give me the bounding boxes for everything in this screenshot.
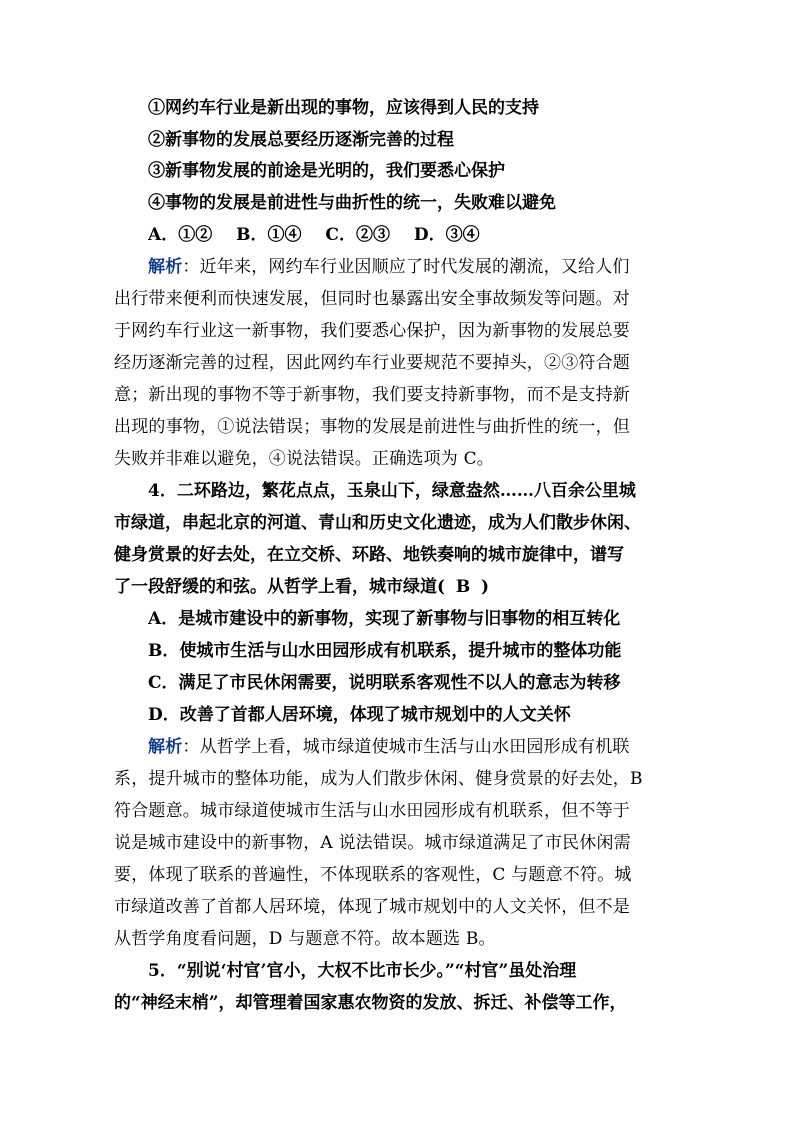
q3-item-4: ④事物的发展是前进性与曲折性的统一，失败难以避免 xyxy=(148,193,556,213)
q4-analysis-line-5: 要，体现了联系的普遍性，不体现联系的客观性，C 与题意不符。城 xyxy=(114,865,632,885)
q4-option-a: A．是城市建设中的新事物，实现了新事物与旧事物的相互转化 xyxy=(148,609,621,629)
q3-analysis-line-2: 出行带来便利而快速发展，但同时也暴露出安全事故频发等问题。对 xyxy=(114,289,630,309)
q4-stem-line-1: 4．二环路边，繁花点点，玉泉山下，绿意盎然……八百余公里城 xyxy=(148,481,636,501)
q3-analysis-line-3: 于网约车行业这一新事物，我们要悉心保护，因为新事物的发展总要 xyxy=(114,321,630,341)
q3-item-1: ①网约车行业是新出现的事物，应该得到人民的支持 xyxy=(148,98,539,118)
q4-stem-line-2: 市绿道，串起北京的河道、青山和历史文化遗迹，成为人们散步休闲、 xyxy=(114,513,641,533)
q3-analysis-line-1: 解析：近年来，网约车行业因顺应了时代发展的潮流，又给人们 xyxy=(148,257,630,277)
q3-analysis-line-7: 失败并非难以避免，④说法错误。正确选项为 C。 xyxy=(114,449,495,469)
q3-analysis-line-5: 意；新出现的事物不等于新事物，我们要支持新事物，而不是支持新 xyxy=(114,385,630,405)
q4-analysis-line-7: 从哲学角度看问题，D 与题意不符。故本题选 B。 xyxy=(114,929,496,949)
q3-choice-b: B．①④ xyxy=(236,225,302,245)
q4-option-b: B．使城市生活与山水田园形成有机联系，提升城市的整体功能 xyxy=(148,641,622,661)
q3-choices xyxy=(148,223,694,247)
q4-analysis-line-2: 系，提升城市的整体功能，成为人们散步休闲、健身赏景的好去处，B xyxy=(114,769,643,789)
q4-analysis-line-6: 市绿道改善了首都人居环境，体现了城市规划中的人文关怀，但不是 xyxy=(114,897,630,917)
q3-choice-a: A．①② xyxy=(148,225,213,245)
q3-analysis-label: 解析 xyxy=(148,257,183,277)
q3-analysis-line-6: 出现的事物，①说法错误；事物的发展是前进性与曲折性的统一，但 xyxy=(114,417,630,437)
q4-analysis-line-4: 说是城市建设中的新事物，A 说法错误。城市绿道满足了市民休闲需 xyxy=(114,833,631,853)
q4-answer: B xyxy=(455,577,471,597)
q4-option-c: C．满足了市民休闲需要，说明联系客观性不以人的意志为转移 xyxy=(148,673,621,693)
q3-item-2: ②新事物的发展总要经历逐渐完善的过程 xyxy=(148,130,454,150)
q4-stem-line-3: 健身赏景的好去处，在立交桥、环路、地铁奏响的城市旋律中，谱写 xyxy=(114,545,624,565)
q3-item-3: ③新事物发展的前途是光明的，我们要悉心保护 xyxy=(148,161,505,181)
q4-analysis-label: 解析 xyxy=(148,737,183,757)
q4-analysis-line-1: 解析：从哲学上看，城市绿道使城市生活与山水田园形成有机联 xyxy=(148,737,630,757)
q3-choice-c: C．②③ xyxy=(325,225,390,245)
q4-option-d: D．改善了首都人居环境，体现了城市规划中的人文关怀 xyxy=(148,705,571,725)
q3-analysis-line-4: 经历逐渐完善的过程，因此网约车行业要规范不要掉头，②③符合题 xyxy=(114,353,630,373)
q4-stem-line-4: 了一段舒缓的和弦。从哲学上看，城市绿道( B ) xyxy=(114,577,490,597)
q5-stem-line-1: 5．“别说‘村官’官小，大权不比市长少。”“村官”虽处治理 xyxy=(148,961,577,981)
q5-stem-line-2: 的“神经末梢”，却管理着国家惠农物资的发放、拆迁、补偿等工作， xyxy=(114,993,627,1013)
q3-choice-d: D．③④ xyxy=(413,225,480,245)
q4-analysis-line-3: 符合题意。城市绿道使城市生活与山水田园形成有机联系，但不等于 xyxy=(114,801,630,821)
